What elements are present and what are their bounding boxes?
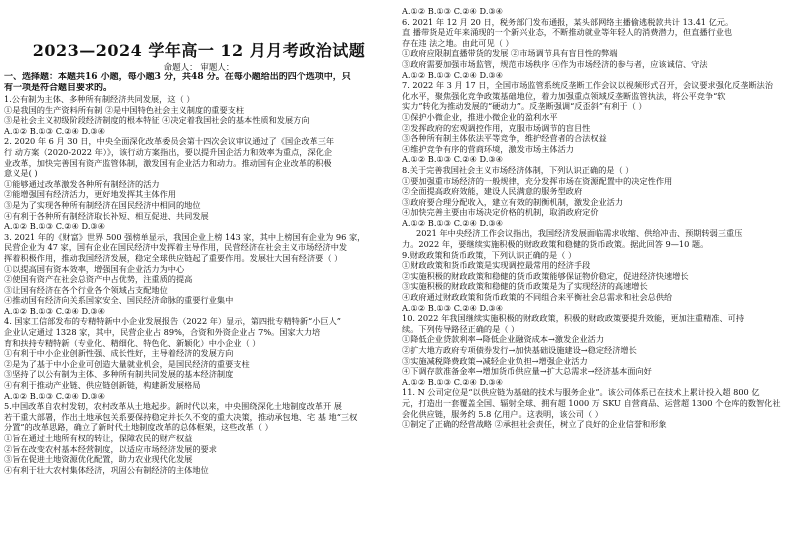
right-column: [402, 0, 790, 560]
text-line: A.①② B.①③ C.②④ D.③④: [402, 69, 504, 80]
text-line: A.①② B.①③ C.②④ D.③④: [4, 305, 106, 316]
text-line: ④有利于推动产业链、供应链创新链，构建新发展格局: [4, 380, 201, 391]
text-line: ③是为了实现各种所有制经济在国民经济中相同的地位: [4, 199, 201, 210]
text-line: 有一项是符合题目要求的。: [4, 83, 113, 93]
text-line: 会化供应链，服务约 5.8 亿用户。这表明，该公司（ ）: [402, 408, 603, 419]
text-line: 6. 2021 年 12 月 20 日，税务部门发布通报，某头部网络主播偷逃税款共计 13.41 亿元。: [402, 16, 734, 27]
text-line: ③政府要合理分配收入，建立有效的制衡机制，激发企业活力: [402, 196, 624, 207]
text-line: ①降低企业贷款利率→降低企业融资成本→激发企业活力: [402, 334, 605, 345]
text-line: ①财政政策和货币政策是实现调控最常用的经济手段: [402, 260, 591, 271]
text-line: 元，打造出一套覆盖全国、辐射全球、拥有超 1000 万 SKU 自营商品、运营超 1300 个仓库的数智化社: [402, 397, 781, 408]
text-line: ③旨在促进土地资源优化配置，助力农业现代化发展: [4, 454, 193, 465]
text-line: ①有利于中小企业创新性强、成长性好，主导着经济的发展方向: [4, 348, 234, 359]
text-line: A.①② B.①③ C.②④ D.③④: [402, 154, 504, 165]
text-line: ②旨在改变农村基本经营制度，以适应市场经济发展的要求: [4, 443, 217, 454]
text-line: 7. 2022 年 3 月 17 日，全国市场监管系统反垄断工作会议以视频形式召开，会议要求强化反垄断法治: [402, 80, 774, 91]
text-line: 存在违 法之地。由此可见（ ）: [402, 37, 514, 48]
text-line: 2. 2020 年 6 月 30 日，中央全面深化改革委员会第十四次会议审议通过了《国企改革三年: [4, 136, 335, 147]
text-line: 4. 国家工信部发布的专精特新中小企业发展报告（2022 年）显示，第四批专精特新“小巨人”: [4, 316, 341, 327]
text-line: ①是我国的生产资料所有制 ②是中国特色社会主义制度的重要支柱: [4, 104, 245, 115]
text-line: ②发挥政府的宏观调控作用，克服市场调节的盲目性: [402, 122, 591, 133]
text-line: ③是社会主义初级阶段经济制度的根本特征 ④决定着我国社会的基本性质和发展方向: [4, 115, 310, 126]
text-line: ④维护竞争有序的营商环境，激发市场主体活力: [402, 143, 574, 154]
text-line: ④加快完善主要由市场决定价格的机制，取消政府定价: [402, 207, 599, 218]
text-line: ②使国有资产在社会总资产中占优势，注重质的提高: [4, 274, 193, 285]
text-line: ①要加强重市场经济的一般规律，充分发挥市场在资源配置中的决定性作用: [402, 175, 673, 186]
right-questions: [402, 6, 790, 430]
author-line: 命题人： 审题人：: [163, 63, 235, 73]
text-line: 11. N 公司定位是“以供应链为基础的技术与服务企业”。该公司体系已在技术上累计投入超 800 亿: [402, 387, 760, 398]
text-line: 10. 2022 年我国继续实施积极的财政政策，积极的财政政策要提升效能，更加注重精准、可持: [402, 313, 745, 324]
text-line: 直 播带货是近年来涌现的一个新兴业态，不断推动就业等年轻人的消费潜力，但直播行业也: [402, 27, 733, 38]
text-line: 5.中国改革自农村发轫，农村改革从土地起步。新时代以来，中央围绕深化土地制度改革开 展: [4, 401, 342, 412]
text-line: ④下调存款准备金率→增加货币供应量→扩大总需求→经济基本面向好: [402, 366, 652, 377]
text-line: A.①② B.①③ C.②④ D.③④: [4, 125, 106, 136]
text-line: 续。下列传导路径正确的是（ ）: [402, 323, 520, 334]
text-line: ①制定了正确的经营战略 ②承担社会责任，树立了良好的企业信誉和形象: [402, 419, 667, 430]
text-line: ②实施积极的财政政策和稳健的货币政策能够保证物价稳定，促进经济快速增长: [402, 270, 689, 281]
text-line: ②能增强国有经济活力，更好地发挥其主体作用: [4, 189, 176, 200]
text-line: 1.公有制为主体、多种所有制经济共同发展，这（ ）: [4, 94, 195, 104]
text-line: 挥着积极作用，推动我国经济发展，稳定全球供应链起了重要作用。发展壮大国有经济要（ ）: [4, 252, 343, 263]
text-line: 意义是( ): [4, 168, 38, 179]
left-questions: [4, 72, 394, 475]
text-line: ①保护小微企业，推进小微企业的盈利水平: [402, 111, 558, 122]
text-line: A.①② B.①③ C.②④ D.③④: [4, 221, 106, 232]
text-line: ③让国有经济在各个行业各个领域占支配地位: [4, 284, 168, 295]
text-line: ①以提高国有资本效率，增强国有企业活力为中心: [4, 263, 185, 274]
text-line: 8.关于完善我国社会主义市场经济体制，下列认识正确的是（ ）: [402, 164, 634, 175]
text-line: 民营企业为 47 家，国有企业在国民经济中发挥着主导作用，民营经济在社会主义市场经济中发: [4, 242, 348, 253]
text-line: ②扩大地方政府专项债券发行→加快基础设施建设→稳定经济增长: [402, 345, 637, 355]
text-line: 分置”的改革思路，确立了新时代土地制度改革的总体框架，这些改革（ ）: [4, 422, 273, 433]
text-line: 若干重大部署，作出土地承包关系要保持稳定并长久不变的重大决策，推动承包地、宅 基 地“三权: [4, 411, 358, 422]
text-line: ②是为了基于中小企业可创造大量就业机会，是国民经济的重要支柱: [4, 358, 250, 369]
text-line: 3. 2021 年的《财富》世界 500 强榜单显示，我国企业上榜 143 家，其中上榜国有企业为 96 家，: [4, 231, 366, 242]
text-line: ②全面提高政府效能，建设人民满意的服务型政府: [402, 186, 583, 197]
text-line: A.①② B.①③ C.②④ D.③④: [402, 6, 504, 16]
text-line: ①政府应限制直播带货的发展 ②市场调节具有盲目性的弊端: [402, 48, 618, 59]
text-line: A.①② B.①③ C.②④ D.③④: [402, 376, 504, 387]
text-line: 实力”转化为推动发展的“硬动力”。反垄断强调“反歪斜”有利于（ ）: [402, 101, 647, 112]
text-line: 企业认定通过 1328 家，其中，民营企业占 89%，合资和外资企业占 7%。国家大力培: [4, 327, 321, 338]
text-line: 9.财政政策和货币政策，下列认识正确的是（ ）: [402, 249, 577, 260]
text-line: ③各种所有制主体依法平等竞争，维护经营者的合法权益: [402, 133, 607, 144]
text-line: 育和扶持专精特新（专业化、精细化、特色化、新颖化）中小企业（ ）: [4, 337, 261, 348]
text-line: 一、选择题：本题共16 小题，每小题3 分，共48 分。在每小题给出的四个选项中，只: [4, 72, 351, 82]
text-line: A.①② B.①③ C.②④ D.③④: [4, 390, 106, 401]
text-line: 化水平，聚焦强化竞争政策基础地位，着力加强重点领域反垄断监管执法，将公平竞争“软: [402, 90, 726, 101]
text-line: 行 动方案（2020-2022 年）》，该行动方案指出，要以提升国企活力和效率为重点，深化企: [4, 146, 333, 157]
text-line: ③实施减税降费政策→减轻企业负担→增强企业活力: [402, 355, 588, 366]
text-line: ④有利于壮大农村集体经济，巩固公有制经济的主体地位: [4, 464, 209, 475]
text-line: ①能够通过改革激发各种所有制经济的活力: [4, 178, 160, 189]
text-line: ③政府需要加强市场监管，规范市场秩序 ④作为市场经济的参与者，应该诚信、守法: [402, 58, 708, 69]
text-line: ④政府通过财政政策和货币政策的不同组合来平衡社会总需求和社会总供给: [402, 292, 673, 303]
left-column: [4, 0, 394, 560]
text-line: 业改革，加快完善国有资产监管体制，激发国有企业活力和动力。推动国有企业改革的积极: [4, 157, 332, 168]
text-line: 力。2022 年，要继续实施积极的财政政策和稳健的货币政策。据此回答 9—10 题。: [402, 239, 709, 250]
text-line: A.①② B.①③ C.②④ D.③④: [402, 217, 504, 228]
text-line: ①旨在通过土地所有权的转让，保障农民的财产权益: [4, 433, 193, 443]
text-line: ③实施积极的财政政策和稳健的货币政策是为了实现经济的高速增长: [402, 281, 648, 292]
text-line: ④推动国有经济向关系国家安全、国民经济命脉的重要行业集中: [4, 295, 234, 306]
text-line: A.①② B.①③ C.②④ D.③④: [402, 302, 504, 313]
text-line: 2021 年中央经济工作会议指出，我国经济发展面临需求收缩、供给冲击、预期转弱三重压: [416, 228, 743, 239]
exam-title: 2023—2024 学年高一 12 月月考政治试题: [32, 41, 366, 60]
text-line: ④有利于各种所有制经济取长补短、相互促进、共同发展: [4, 210, 209, 221]
text-line: ③坚持了以公有制为主体、多种所有制共同发展的基本经济制度: [4, 369, 234, 380]
